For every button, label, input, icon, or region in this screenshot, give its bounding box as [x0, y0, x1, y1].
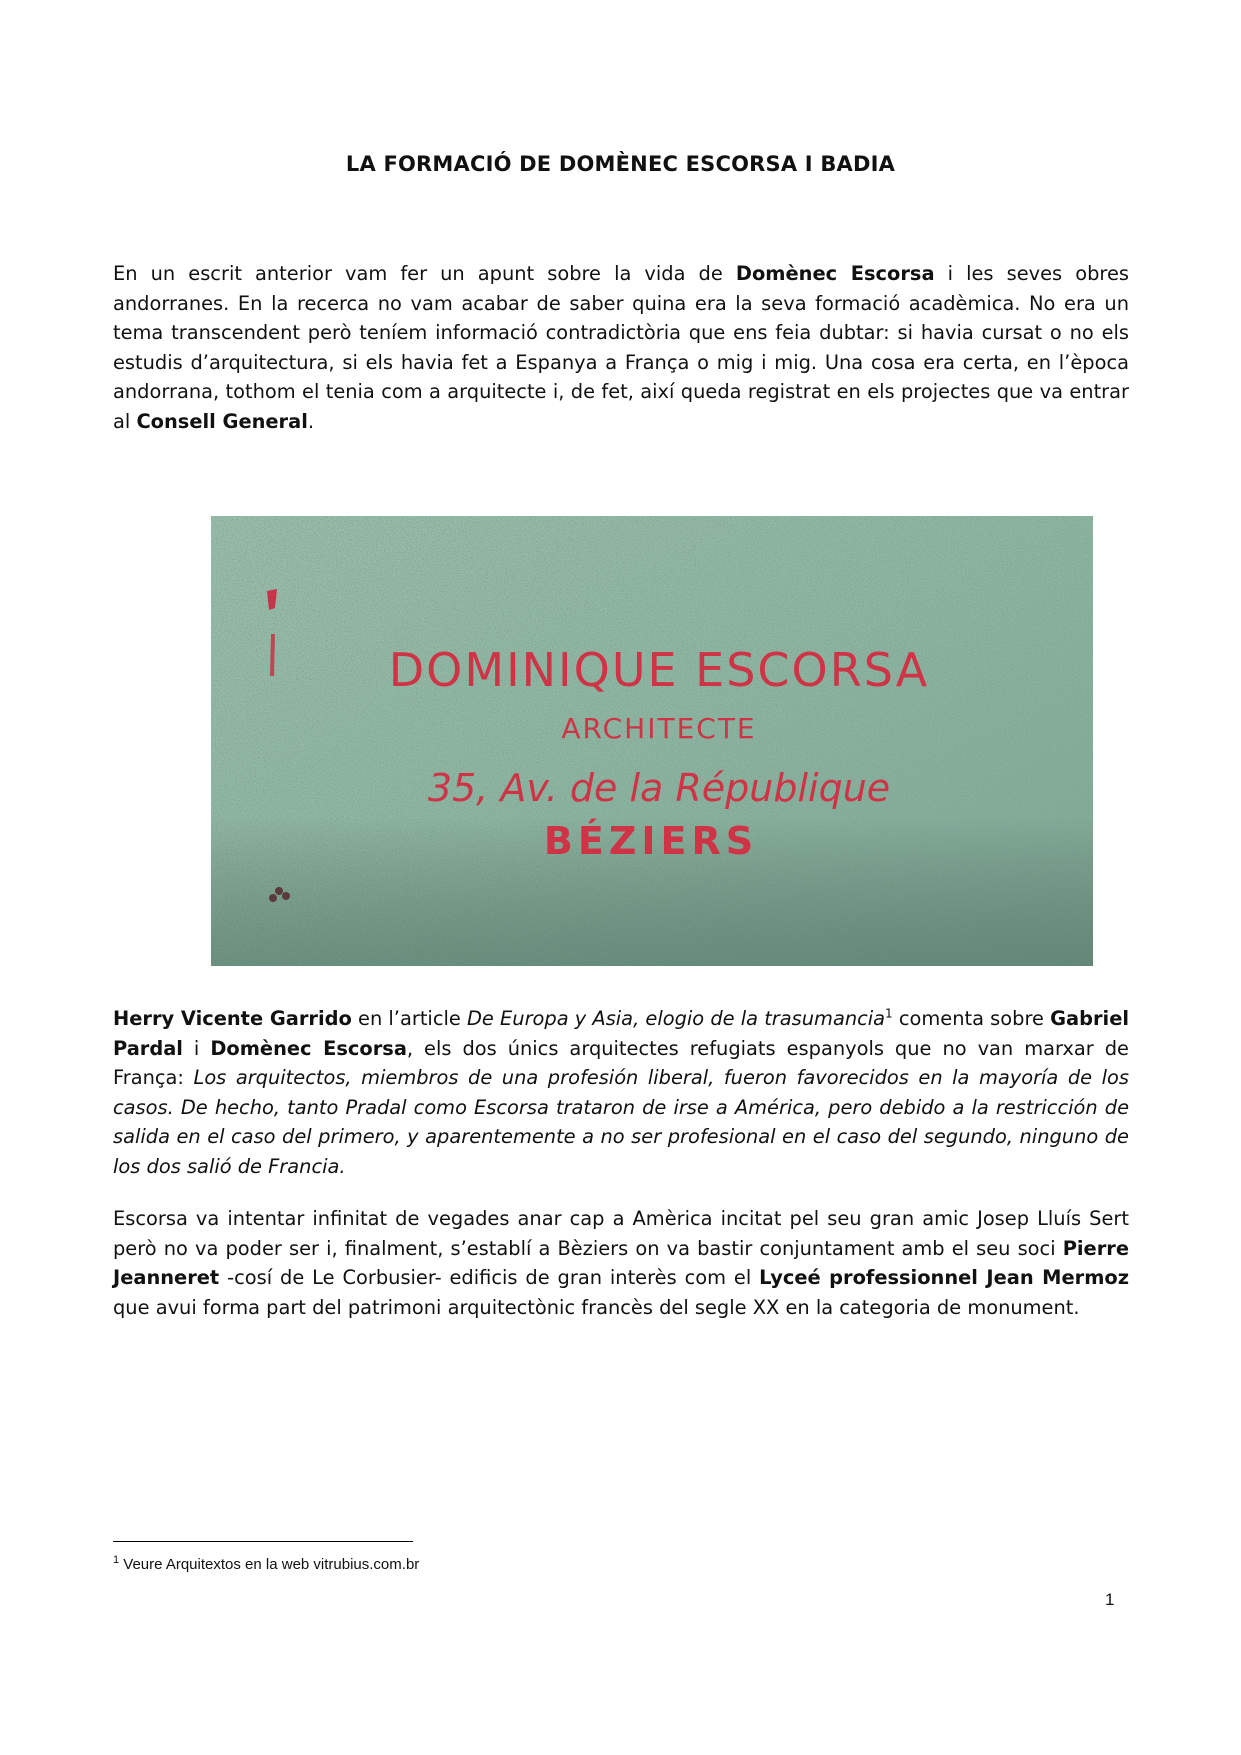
- text-run: , els dos únics arquitectes refugiats espanyols que no van marxar de França:: [113, 1036, 1129, 1090]
- text-run: -cosí de Le Corbusier- edificis de gran interès com el: [219, 1266, 760, 1290]
- bold-name: Gabriel Pardal: [113, 1007, 1129, 1060]
- text-run: que avui forma part del patrimoni arquitectònic francès del segle XX en la categoria de monument.: [113, 1295, 1080, 1319]
- page-number: 1: [1105, 1590, 1115, 1609]
- footnote-marker[interactable]: 1: [885, 1006, 893, 1021]
- bold-name: Pierre Jeanneret: [113, 1236, 1129, 1290]
- text-run: .: [307, 409, 315, 433]
- stamp-line-city: BÉZIERS: [543, 819, 759, 863]
- italic-quote: Los arquitectos, miembros de una profesión liberal, fueron favorecidos en la mayoría de los casos. De hecho, tanto Pradal como Escorsa trataron de irse a América, pero debido a la restricción de salida en el caso del primero, y aparentemente a no ser profesional en el caso del segundo, ninguno de los dos salió de Francia.: [113, 1066, 1129, 1178]
- text-run: en l’article: [351, 1007, 467, 1030]
- footnote-divider: [113, 1541, 413, 1542]
- bold-name: Domènec Escorsa: [210, 1036, 407, 1060]
- text-run: comenta sobre: [892, 1007, 1051, 1030]
- stamp-photo: [211, 516, 1093, 966]
- italic-article-title: De Europa y Asia, elogio de la trasumancia: [466, 1007, 886, 1030]
- page-title: LA FORMACIÓ DE DOMÈNEC ESCORSA I BADIA: [345, 152, 896, 176]
- paragraph-refugees: [113, 1004, 1129, 1182]
- footnote-text: Veure Arquitextos en la web vitrubius.com.br: [119, 1556, 420, 1573]
- stamp-line-address: 35, Av. de la République: [427, 766, 891, 810]
- paragraph-beziers: [113, 1204, 1129, 1322]
- bold-building: Lyceé professionnel Jean Mermoz: [759, 1266, 1130, 1290]
- bold-author: Herry Vicente Garrido: [113, 1007, 352, 1030]
- paragraph-intro: [113, 259, 1129, 437]
- bold-institution: Consell General: [136, 409, 308, 433]
- stamp-line-name: DOMINIQUE ESCORSA: [388, 643, 930, 697]
- footnote-number: 1: [113, 1554, 120, 1566]
- text-run: i: [182, 1036, 211, 1060]
- text-run: i les seves obres andorranes. En la recerca no vam acabar de saber quina era la seva formació acadèmica. No era un tema transcendent però teníem informació contradictòria que ens feia dubtar: si havia cursat o no els estudis d’arquitectura, si els havia fet a Espanya a França o mig i mig. Una cosa era certa, en l’època andorrana, tothom el tenia com a arquitecte i, de fet, així queda registrat en els projectes que va entrar al: [113, 262, 1129, 433]
- bold-name: Domènec Escorsa: [735, 262, 935, 285]
- text-run: Escorsa va intentar infinitat de vegades anar cap a Amèrica incitat pel seu gran amic Josep Lluís Sert però no va poder ser i, finalment, s’establí a Bèziers on va bastir conjuntament amb el seu soci: [113, 1207, 1129, 1260]
- stamp-line-profession: ARCHITECTE: [561, 712, 757, 745]
- text-run: En un escrit anterior vam fer un apunt sobre la vida de: [113, 262, 736, 285]
- footnote: [113, 1556, 419, 1573]
